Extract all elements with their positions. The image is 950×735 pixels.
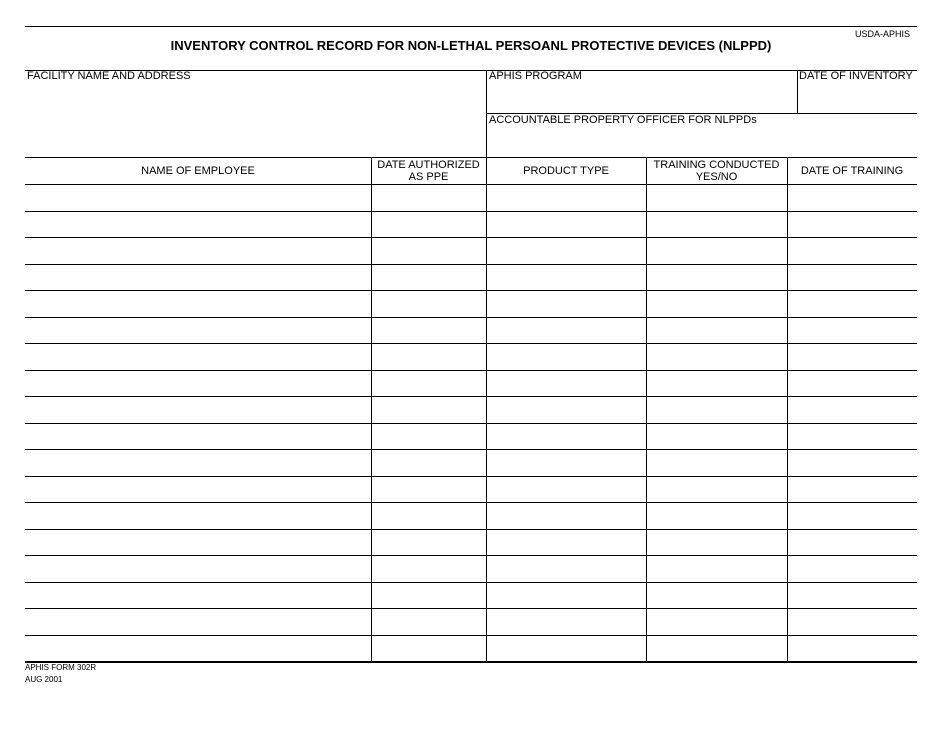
form-date: AUG 2001 bbox=[25, 675, 63, 684]
table-cell-name-of-employee[interactable] bbox=[27, 319, 369, 342]
table-cell-date-authorized[interactable] bbox=[373, 292, 484, 315]
table-row-rule bbox=[25, 211, 917, 212]
facility-field[interactable]: FACILITY NAME AND ADDRESS bbox=[27, 70, 191, 82]
table-cell-date-of-training[interactable] bbox=[789, 557, 915, 580]
table-row-rule bbox=[25, 502, 917, 503]
table-cell-date-of-training[interactable] bbox=[789, 451, 915, 474]
table-cell-name-of-employee[interactable] bbox=[27, 425, 369, 448]
date-of-inventory-field[interactable]: DATE OF INVENTORY bbox=[799, 70, 913, 82]
agency-label: USDA-APHIS bbox=[854, 29, 910, 39]
table-cell-product-type[interactable] bbox=[488, 504, 644, 527]
table-cell-name-of-employee[interactable] bbox=[27, 557, 369, 580]
table-row-rule bbox=[25, 423, 917, 424]
table-cell-date-of-training[interactable] bbox=[789, 213, 915, 236]
column-divider bbox=[486, 157, 487, 661]
table-row-rule bbox=[25, 317, 917, 318]
table-cell-name-of-employee[interactable] bbox=[27, 451, 369, 474]
table-cell-date-authorized[interactable] bbox=[373, 531, 484, 554]
table-cell-product-type[interactable] bbox=[488, 292, 644, 315]
table-cell-training-conducted[interactable] bbox=[648, 186, 785, 209]
table-cell-training-conducted[interactable] bbox=[648, 451, 785, 474]
table-cell-product-type[interactable] bbox=[488, 266, 644, 289]
table-cell-training-conducted[interactable] bbox=[648, 504, 785, 527]
table-cell-date-authorized[interactable] bbox=[373, 478, 484, 501]
table-cell-product-type[interactable] bbox=[488, 557, 644, 580]
form-number: APHIS FORM 302R bbox=[25, 663, 97, 672]
table-cell-name-of-employee[interactable] bbox=[27, 266, 369, 289]
table-cell-date-of-training[interactable] bbox=[789, 531, 915, 554]
column-header-name-of-employee: NAME OF EMPLOYEE bbox=[141, 164, 255, 177]
table-cell-training-conducted[interactable] bbox=[648, 531, 785, 554]
top-rule bbox=[25, 26, 917, 27]
table-cell-date-authorized[interactable] bbox=[373, 239, 484, 262]
table-cell-date-of-training[interactable] bbox=[789, 239, 915, 262]
column-divider bbox=[646, 157, 647, 661]
table-cell-product-type[interactable] bbox=[488, 610, 644, 633]
table-cell-date-of-training[interactable] bbox=[789, 186, 915, 209]
table-cell-training-conducted[interactable] bbox=[648, 478, 785, 501]
table-row-rule bbox=[25, 608, 917, 609]
table-cell-date-of-training[interactable] bbox=[789, 398, 915, 421]
property-officer-field[interactable]: ACCOUNTABLE PROPERTY OFFICER FOR NLPPDs bbox=[489, 114, 757, 126]
table-header-rule bbox=[25, 184, 917, 185]
table-cell-training-conducted[interactable] bbox=[648, 319, 785, 342]
column-header-product-type: PRODUCT TYPE bbox=[523, 164, 609, 177]
table-cell-date-authorized[interactable] bbox=[373, 425, 484, 448]
table-cell-name-of-employee[interactable] bbox=[27, 584, 369, 607]
table-cell-training-conducted[interactable] bbox=[648, 239, 785, 262]
table-cell-name-of-employee[interactable] bbox=[27, 292, 369, 315]
table-cell-product-type[interactable] bbox=[488, 531, 644, 554]
table-cell-date-of-training[interactable] bbox=[789, 266, 915, 289]
table-cell-training-conducted[interactable] bbox=[648, 584, 785, 607]
table-cell-date-authorized[interactable] bbox=[373, 504, 484, 527]
table-cell-name-of-employee[interactable] bbox=[27, 345, 369, 368]
table-cell-name-of-employee[interactable] bbox=[27, 213, 369, 236]
table-cell-date-authorized[interactable] bbox=[373, 345, 484, 368]
table-cell-training-conducted[interactable] bbox=[648, 213, 785, 236]
table-cell-training-conducted[interactable] bbox=[648, 610, 785, 633]
table-cell-date-of-training[interactable] bbox=[789, 345, 915, 368]
table-cell-product-type[interactable] bbox=[488, 425, 644, 448]
table-cell-date-of-training[interactable] bbox=[789, 425, 915, 448]
table-cell-date-authorized[interactable] bbox=[373, 372, 484, 395]
table-row-rule bbox=[25, 370, 917, 371]
table-cell-name-of-employee[interactable] bbox=[27, 478, 369, 501]
column-divider bbox=[371, 157, 372, 661]
table-cell-product-type[interactable] bbox=[488, 345, 644, 368]
table-cell-date-of-training[interactable] bbox=[789, 292, 915, 315]
table-cell-date-authorized[interactable] bbox=[373, 637, 484, 660]
table-row-rule bbox=[25, 529, 917, 530]
table-cell-product-type[interactable] bbox=[488, 584, 644, 607]
table-cell-training-conducted[interactable] bbox=[648, 425, 785, 448]
table-cell-date-of-training[interactable] bbox=[789, 504, 915, 527]
table-row-rule bbox=[25, 264, 917, 265]
table-cell-product-type[interactable] bbox=[488, 319, 644, 342]
table-cell-date-authorized[interactable] bbox=[373, 398, 484, 421]
table-bottom-rule bbox=[25, 661, 917, 663]
table-cell-name-of-employee[interactable] bbox=[27, 610, 369, 633]
table-cell-training-conducted[interactable] bbox=[648, 557, 785, 580]
header-divider-date bbox=[797, 70, 798, 113]
column-header-date-of-training: DATE OF TRAINING bbox=[800, 164, 904, 177]
table-cell-name-of-employee[interactable] bbox=[27, 239, 369, 262]
column-header-training-conducted: TRAINING CONDUCTED YES/NO bbox=[653, 158, 780, 183]
header-divider bbox=[486, 70, 487, 158]
table-cell-product-type[interactable] bbox=[488, 398, 644, 421]
table-cell-name-of-employee[interactable] bbox=[27, 186, 369, 209]
table-cell-date-authorized[interactable] bbox=[373, 610, 484, 633]
table-cell-product-type[interactable] bbox=[488, 239, 644, 262]
table-cell-date-of-training[interactable] bbox=[789, 610, 915, 633]
table-cell-date-authorized[interactable] bbox=[373, 213, 484, 236]
table-cell-training-conducted[interactable] bbox=[648, 637, 785, 660]
table-row-rule bbox=[25, 449, 917, 450]
table-cell-date-of-training[interactable] bbox=[789, 372, 915, 395]
table-row-rule bbox=[25, 396, 917, 397]
table-cell-name-of-employee[interactable] bbox=[27, 398, 369, 421]
table-cell-product-type[interactable] bbox=[488, 637, 644, 660]
table-cell-date-of-training[interactable] bbox=[789, 319, 915, 342]
table-cell-name-of-employee[interactable] bbox=[27, 504, 369, 527]
table-cell-product-type[interactable] bbox=[488, 372, 644, 395]
table-row-rule bbox=[25, 635, 917, 636]
table-row-rule bbox=[25, 555, 917, 556]
column-header-date-authorized: DATE AUTHORIZED AS PPE bbox=[377, 158, 480, 183]
table-row-rule bbox=[25, 237, 917, 238]
column-divider bbox=[787, 157, 788, 661]
table-cell-date-authorized[interactable] bbox=[373, 319, 484, 342]
table-cell-training-conducted[interactable] bbox=[648, 372, 785, 395]
table-cell-product-type[interactable] bbox=[488, 451, 644, 474]
table-cell-training-conducted[interactable] bbox=[648, 292, 785, 315]
table-row-rule bbox=[25, 476, 917, 477]
table-cell-name-of-employee[interactable] bbox=[27, 637, 369, 660]
program-field[interactable]: APHIS PROGRAM bbox=[489, 70, 582, 82]
table-cell-date-of-training[interactable] bbox=[789, 478, 915, 501]
table-cell-product-type[interactable] bbox=[488, 186, 644, 209]
table-cell-training-conducted[interactable] bbox=[648, 266, 785, 289]
table-row-rule bbox=[25, 582, 917, 583]
page-title: INVENTORY CONTROL RECORD FOR NON-LETHAL PERSOANL PROTECTIVE DEVICES (NLPPD) bbox=[170, 38, 772, 53]
table-row-rule bbox=[25, 290, 917, 291]
table-cell-date-authorized[interactable] bbox=[373, 584, 484, 607]
table-cell-training-conducted[interactable] bbox=[648, 345, 785, 368]
table-cell-date-of-training[interactable] bbox=[789, 637, 915, 660]
table-cell-name-of-employee[interactable] bbox=[27, 531, 369, 554]
table-cell-date-authorized[interactable] bbox=[373, 186, 484, 209]
table-row-rule bbox=[25, 343, 917, 344]
table-cell-product-type[interactable] bbox=[488, 213, 644, 236]
table-cell-training-conducted[interactable] bbox=[648, 398, 785, 421]
table-cell-date-authorized[interactable] bbox=[373, 451, 484, 474]
table-cell-date-of-training[interactable] bbox=[789, 584, 915, 607]
table-cell-date-authorized[interactable] bbox=[373, 266, 484, 289]
table-cell-date-authorized[interactable] bbox=[373, 557, 484, 580]
table-cell-name-of-employee[interactable] bbox=[27, 372, 369, 395]
table-cell-product-type[interactable] bbox=[488, 478, 644, 501]
